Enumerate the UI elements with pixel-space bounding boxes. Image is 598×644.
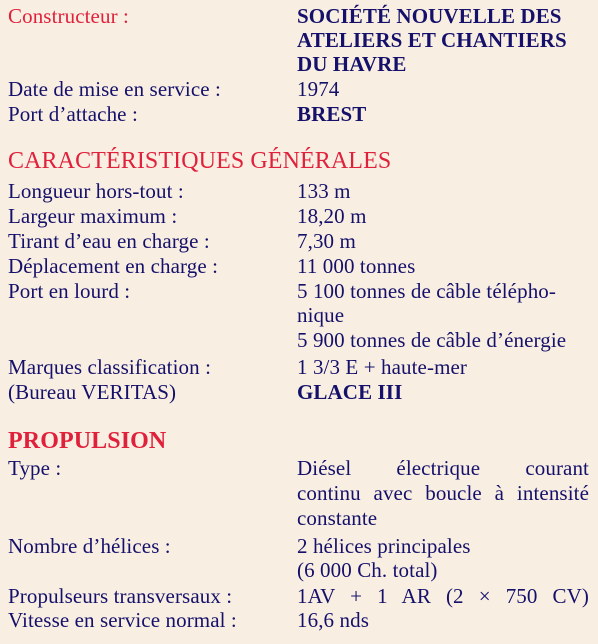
port-lourd-label: Port en lourd : <box>8 279 131 303</box>
tirant-eau-value: 7,30 m <box>297 229 356 253</box>
longueur-value: 133 m <box>297 179 351 203</box>
port-lourd-value-line-1: 5 100 tonnes de câble télépho- <box>297 279 556 303</box>
classification-value-line-2: GLACE III <box>297 380 403 404</box>
type-value-line-2: continu avec boucle à intensité <box>297 481 589 505</box>
largeur-value: 18,20 m <box>297 204 367 228</box>
constructeur-value-line-2: ATELIERS ET CHANTIERS <box>297 28 567 52</box>
constructeur-value-line-3: DU HAVRE <box>297 52 407 76</box>
tirant-eau-label: Tirant d’eau en charge : <box>8 229 210 253</box>
propulseurs-label: Propulseurs transversaux : <box>8 584 233 608</box>
deplacement-label: Déplacement en charge : <box>8 254 219 278</box>
classification-value-line-1: 1 3/3 E + haute-mer <box>297 355 468 379</box>
deplacement-value: 11 000 tonnes <box>297 254 416 278</box>
port-lourd-value-line-3: 5 900 tonnes de câble d’énergie <box>297 328 567 352</box>
classification-label: Marques classification : <box>8 355 212 379</box>
type-value-line-3: constante <box>297 506 378 530</box>
largeur-label: Largeur maximum : <box>8 204 178 228</box>
propulseurs-value: 1AV + 1 AR (2 × 750 CV) <box>297 584 589 608</box>
constructeur-label: Constructeur : <box>8 4 129 28</box>
date-service-label: Date de mise en service : <box>8 77 221 101</box>
port-attache-value: BREST <box>297 102 367 126</box>
vitesse-value: 16,6 nds <box>297 608 369 632</box>
helices-value-line-2: (6 000 Ch. total) <box>297 558 438 582</box>
port-attache-label: Port d’attache : <box>8 102 138 126</box>
vitesse-label: Vitesse en service normal : <box>8 608 237 632</box>
helices-label: Nombre d’hélices : <box>8 534 171 558</box>
date-service-value: 1974 <box>297 77 340 101</box>
caracteristiques-heading: CARACTÉRISTIQUES GÉNÉRALES <box>8 148 392 174</box>
type-value-line-1: Diésel électrique courant <box>297 456 589 480</box>
propulsion-heading: PROPULSION <box>8 428 167 454</box>
constructeur-value-line-1: SOCIÉTÉ NOUVELLE DES <box>297 4 562 28</box>
port-lourd-value-line-2: nique <box>297 303 345 327</box>
helices-value-line-1: 2 hélices principales <box>297 534 471 558</box>
classification-bureau-label: (Bureau VERITAS) <box>8 380 177 404</box>
type-label: Type : <box>8 456 62 480</box>
longueur-label: Longueur hors-tout : <box>8 179 184 203</box>
